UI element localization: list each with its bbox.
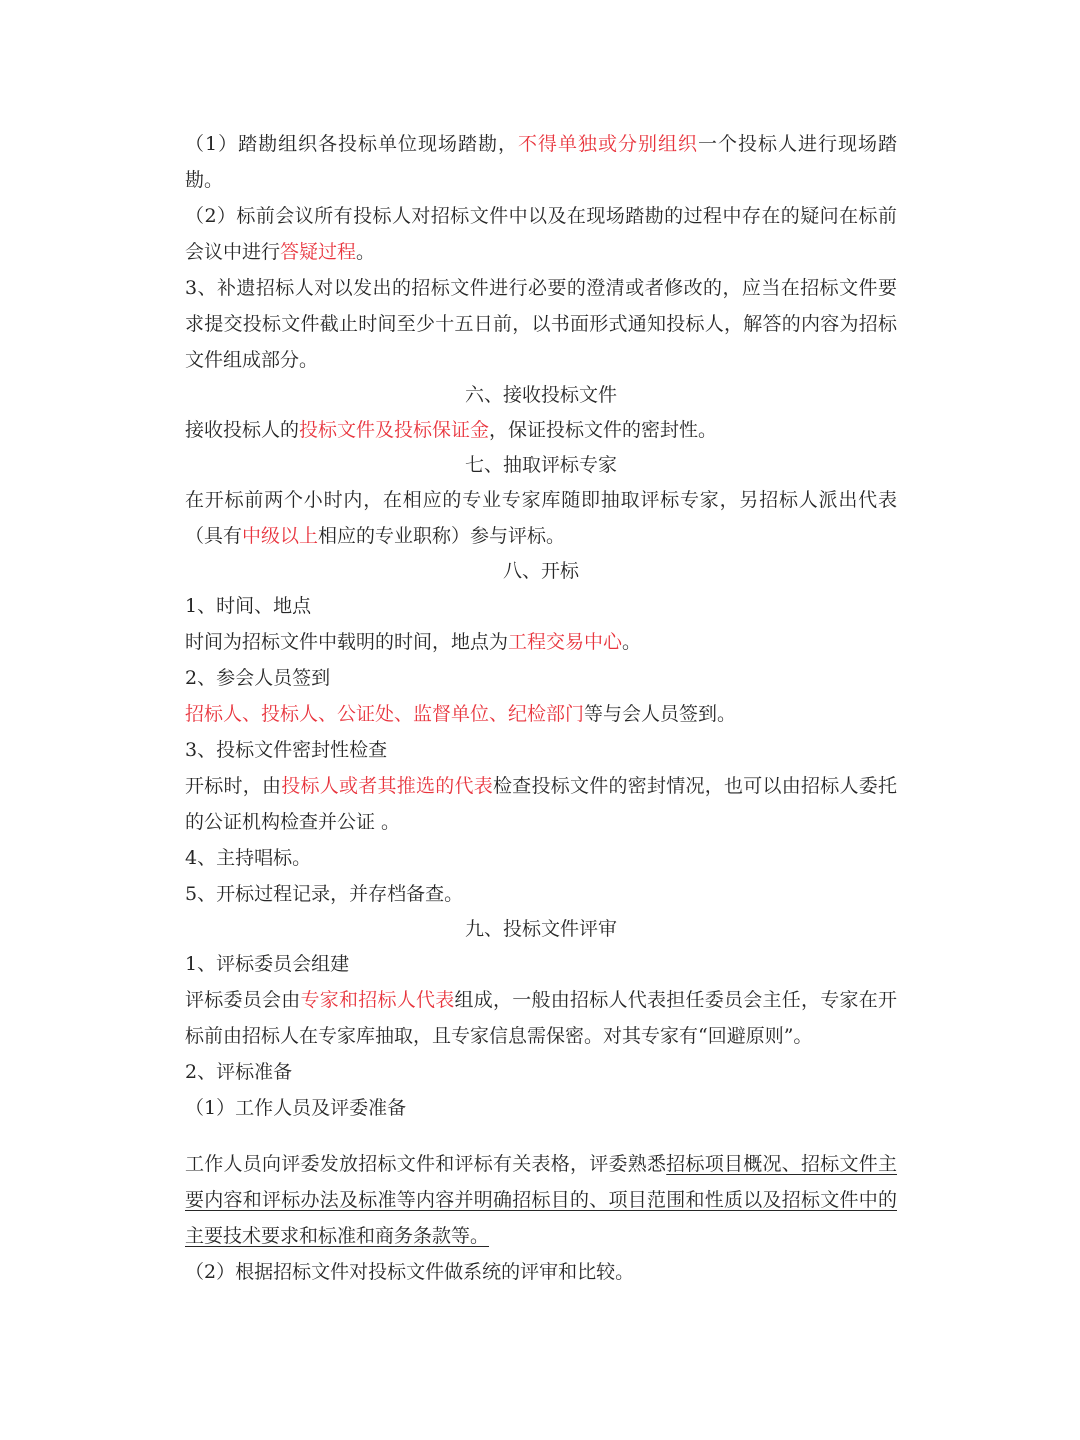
section-8-item-3-title: 3、投标文件密封性检查	[185, 739, 388, 761]
highlight-text: 专家和招标人代表	[300, 989, 455, 1011]
highlight-text: 不得单独或分别组织	[518, 133, 698, 155]
section-8-item-1-title: 1、时间、地点	[185, 595, 312, 617]
highlight-text: 招标人、投标人、公证处、监督单位、纪检部门	[185, 703, 585, 725]
highlight-text: 中级以上	[242, 525, 319, 547]
section-8-item-4: 4、主持唱标。	[185, 847, 312, 869]
section-9-item-1-title: 1、评标委员会组建	[185, 953, 350, 975]
addendum-item-3: 3、补遗招标人对以发出的招标文件进行必要的澄清或者修改的，应当在招标文件要求提交投标文件截止时间至少十五日前，以书面形式通知投标人，解答的内容为招标文件组成部分。	[185, 277, 897, 371]
section-7-text: 在开标前两个小时内，在相应的专业专家库随即抽取评标专家，另招标人派出代表（具有中级以上相应的专业职称）参与评标。	[185, 489, 897, 547]
section-heading-9: 九、投标文件评审	[464, 918, 617, 940]
section-heading-7: 七、抽取评标专家	[464, 454, 617, 476]
section-9-item-2-sub-1: （1）工作人员及评委准备	[185, 1097, 407, 1119]
section-9-item-2-text: 工作人员向评委发放招标文件和评标有关表格，评委熟悉招标项目概况、招标文件主要内容和评标办法及标准等内容并明确招标目的、项目范围和性质以及招标文件中的主要技术要求和标准和商务条款等。	[185, 1153, 897, 1247]
highlight-text: 答疑过程	[280, 241, 357, 263]
section-9-item-2-sub-2: （2）根据招标文件对投标文件做系统的评审和比较。	[185, 1261, 635, 1283]
pre-bid-meeting-item-2: （2）标前会议所有投标人对招标文件中以及在现场踏勘的过程中存在的疑问在标前会议中进行答疑过程。	[185, 205, 897, 263]
section-8-item-5: 5、开标过程记录，并存档备查。	[185, 883, 464, 905]
underlined-text: 招标项目概况、招标文件主要内容和评标办法及标准等内容并明确招标目的、项目范围和性质以及招标文件中的主要技术要求和标准和商务条款等。	[185, 1153, 897, 1247]
section-8-item-2-text: 招标人、投标人、公证处、监督单位、纪检部门等与会人员签到。	[185, 703, 737, 725]
section-9-item-1-text: 评标委员会由专家和招标人代表组成，一般由招标人代表担任委员会主任，专家在开标前由招标人在专家库抽取，且专家信息需保密。对其专家有“回避原则”。	[185, 989, 897, 1047]
section-6-text: 接收投标人的投标文件及投标保证金，保证投标文件的密封性。	[185, 419, 718, 441]
section-9-item-2-title: 2、评标准备	[185, 1061, 293, 1083]
document-page	[185, 126, 897, 1290]
section-heading-8: 八、开标	[502, 560, 579, 582]
paragraph-spacer	[185, 1126, 897, 1146]
section-8-item-3-text: 开标时，由投标人或者其推选的代表检查投标文件的密封情况，也可以由招标人委托的公证机构检查并公证 。	[185, 775, 897, 833]
site-visit-item-1: （1）踏勘组织各投标单位现场踏勘，不得单独或分别组织一个投标人进行现场踏勘。	[185, 133, 897, 191]
section-heading-6: 六、接收投标文件	[464, 384, 617, 406]
section-8-item-2-title: 2、参会人员签到	[185, 667, 331, 689]
highlight-text: 投标人或者其推选的代表	[281, 775, 493, 797]
section-8-item-1-text: 时间为招标文件中载明的时间，地点为工程交易中心。	[185, 631, 642, 653]
highlight-text: 工程交易中心	[508, 631, 623, 653]
highlight-text: 投标文件及投标保证金	[299, 419, 490, 441]
